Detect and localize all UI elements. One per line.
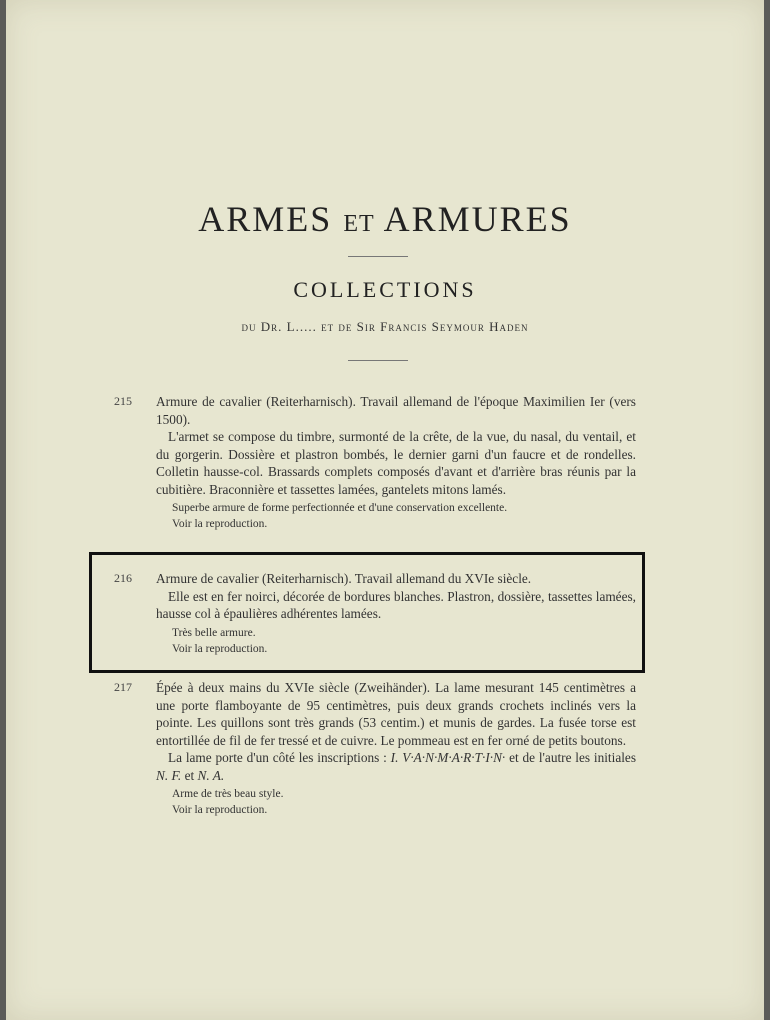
entry-number: 215 xyxy=(114,394,132,408)
entry-lead: Armure de cavalier (Reiterharnisch). Travail allemand de l'époque Maximilien Ier (vers 1500). xyxy=(156,394,636,427)
entry-lead: Épée à deux mains du XVIe siècle (Zweihänder). La lame mesurant 145 centimètres a une porte flamboyante de 95 centimètres, puis deux grands crochets inclinés vers la pointe. Les quillons sont très grands (53 centim.) et munis de gardes. La fusée torse est entortillée de fil de fer tressé et de cuivre. Le pommeau est en fer orné de petits boutons. xyxy=(156,680,636,748)
entry-description: Elle est en fer noirci, décorée de bordures blanches. Plastron, dossière, tassettes lamées, hausse col à épaulières adhérentes lamées. xyxy=(156,588,636,621)
entry-reference: Voir la reproduction. xyxy=(172,518,268,530)
highlight-box xyxy=(89,552,645,673)
entry-inscriptions xyxy=(116,749,636,784)
entry-reference: Voir la reproduction. xyxy=(172,642,268,655)
collections-authors: du Dr. L..... et de Sir Francis Seymour Haden xyxy=(241,319,529,334)
divider-top xyxy=(348,256,408,257)
catalog-entry-217 xyxy=(116,679,636,818)
catalog-page xyxy=(6,0,764,1020)
entry-number: 217 xyxy=(114,680,132,694)
initials-second: N. A. xyxy=(197,767,225,783)
entry-lead: Armure de cavalier (Reiterharnisch). Travail allemand du XVIe siècle. xyxy=(156,571,532,586)
page-title xyxy=(6,198,764,240)
initials-conjunction: et xyxy=(184,767,195,783)
inscription-text: I. V·A·N·M·A·R·T·I·N· xyxy=(390,750,506,765)
entry-number: 216 xyxy=(114,571,132,585)
title-part-2: ET xyxy=(343,211,375,237)
entry-description: L'armet se compose du timbre, surmonté de la crête, de la vue, du nasal, du ventail, et du gorgerin. Dossière et plastron bombés, le dernier garni d'un faucre et de rondelles. Colletin hausse-col. Brassards complets composés d'avant et d'arrière bras réunis par la cubitière. Braconnière et tassettes lamées, gantelets mitons lamés. xyxy=(156,429,636,497)
divider-bottom xyxy=(348,360,408,361)
collections-heading: COLLECTIONS xyxy=(293,277,477,302)
title-part-1: ARMES xyxy=(198,199,333,239)
initials-first: N. F. xyxy=(156,767,182,783)
title-part-3: ARMURES xyxy=(383,199,572,239)
entry-note: Arme de très beau style. xyxy=(172,788,284,800)
entry-note: Très belle armure. xyxy=(172,626,256,639)
entry-reference: Voir la reproduction. xyxy=(172,804,268,816)
catalog-entry-215 xyxy=(116,393,636,532)
inscription-intro: La lame porte d'un côté les inscriptions : xyxy=(168,750,387,765)
initials-intro: et de l'autre les initiales xyxy=(509,750,636,765)
entry-note: Superbe armure de forme perfectionnée et d'une conservation excellente. xyxy=(172,502,508,514)
